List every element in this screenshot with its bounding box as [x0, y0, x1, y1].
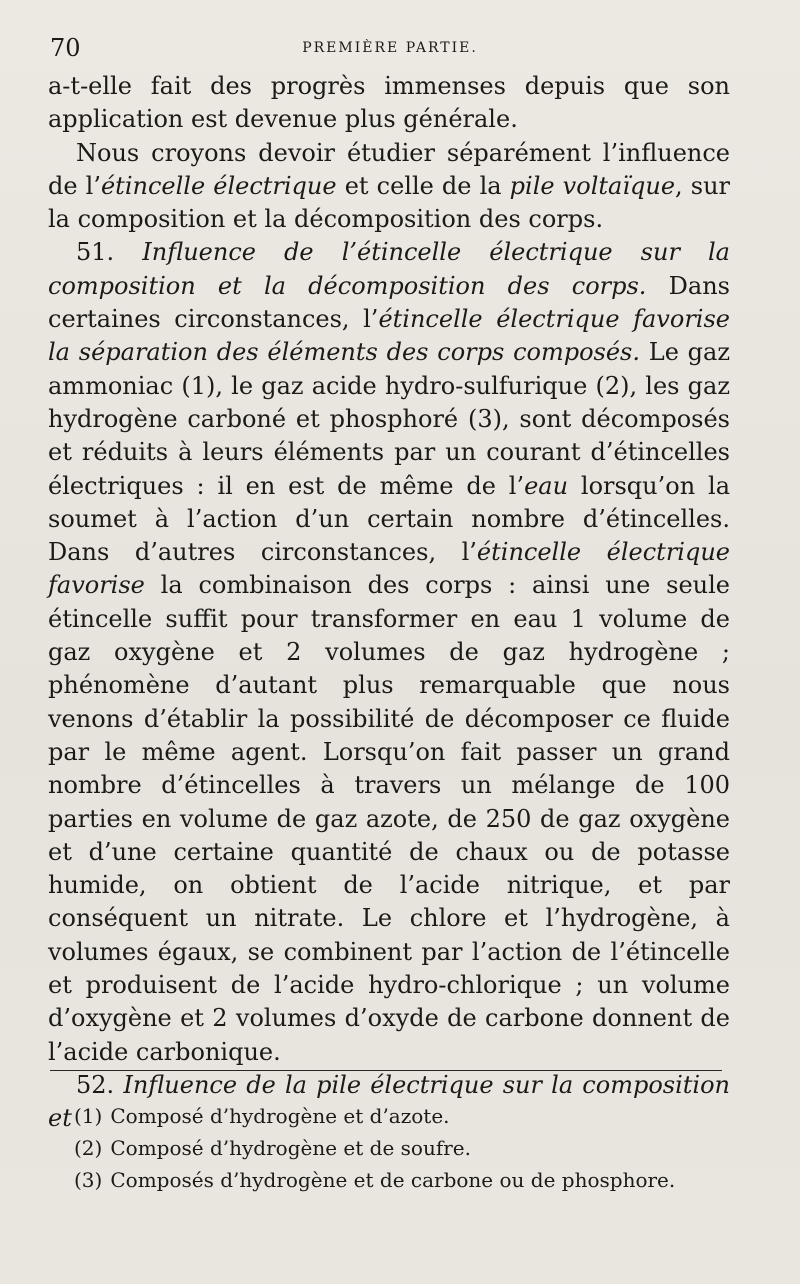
italic-term: pile voltaïque	[509, 171, 676, 200]
running-title: PREMIÈRE PARTIE.	[302, 40, 478, 56]
section-heading: Influence de la pile électrique sur la composition et	[48, 1070, 730, 1133]
footnote-text: Composé d’hydrogène et d’azote.	[110, 1104, 450, 1128]
text-run: Nous croyons devoir étudier séparément l’influence de l’	[48, 138, 730, 200]
body-text	[48, 70, 730, 1136]
footnote-text: Composés d’hydrogène et de carbone ou de phosphore.	[110, 1168, 676, 1192]
footnote-mark: (1)	[74, 1104, 103, 1128]
footnotes	[48, 1100, 732, 1196]
page-header	[50, 34, 730, 64]
section-number: 52.	[76, 1070, 115, 1099]
text-run: lorsqu’on la soumet à l’action d’un certain nombre d’étincelles. Dans d’autres circonstances, l’	[48, 471, 730, 567]
footnote-text: Composé d’hydrogène et de soufre.	[110, 1136, 471, 1160]
italic-term: eau	[524, 471, 569, 500]
text-run: Dans certaines circonstances, l’	[48, 271, 731, 334]
italic-term: étincelle électrique favorise	[48, 538, 730, 600]
paragraph-continuation: a-t-elle fait des progrès immenses depuis que son application est devenue plus générale.	[48, 72, 730, 134]
text-run: et celle de la	[336, 171, 510, 200]
footnote	[48, 1164, 732, 1196]
section-51	[48, 236, 730, 1068]
italic-term: étincelle électrique favorise la séparation des éléments des corps composés.	[48, 305, 730, 367]
section-number: 51.	[76, 238, 115, 267]
text-run: la combinaison des corps : ainsi une seule étincelle suffit pour transformer en eau 1 volume de gaz oxygène et 2 volumes de gaz hydrogène ; phénomène d’autant plus remarquable que nous venons d’établir la possibilité de décomposer ce fluide par le même agent. Lorsqu’on fait passer un grand nombre d’étincelles à travers un mélange de 100 parties en volume de gaz azote, de 250 de gaz oxygène et d’une certaine quantité de chaux ou de potasse humide, on obtient de l’acide nitrique, et par conséquent un nitrate. Le chlore et l’hydrogène, à volumes égaux, se combinent par l’action de l’étincelle et produisent de l’acide hydro-chlorique ; un volume d’oxygène et 2 volumes d’oxyde de carbone donnent de l’acide carbonique.	[48, 571, 730, 1066]
paragraph-intro	[48, 137, 730, 237]
page-number: 70	[50, 34, 81, 62]
footnote	[48, 1132, 732, 1164]
section-heading: Influence de l’étincelle électrique sur la composition et la décomposition des corps.	[48, 238, 730, 300]
footnote	[48, 1100, 732, 1132]
footnote-divider	[50, 1070, 722, 1071]
text-run: , sur la composition et la décomposition des corps.	[48, 171, 731, 234]
italic-term: étincelle électrique	[100, 171, 337, 200]
footnote-mark: (3)	[74, 1168, 103, 1192]
text-run: Le gaz ammoniac (1), le gaz acide hydro-sulfurique (2), les gaz hydrogène carboné et phosphoré (3), sont décomposés et réduits à leurs éléments par un courant d’étincelles électriques : il en est de même de l’	[48, 338, 730, 500]
footnote-mark: (2)	[74, 1136, 103, 1160]
